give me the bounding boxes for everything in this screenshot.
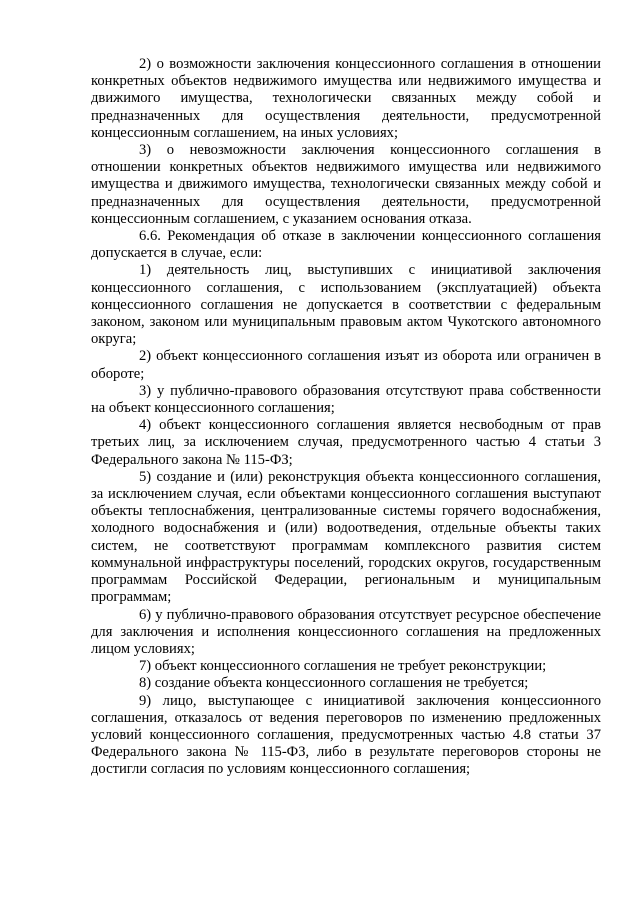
- paragraph-refusal-1: 1) деятельность лиц, выступивших с инициативой заключения концессионного соглашения, с использованием (эксплуатацией) объекта концессионного соглашения не допускается в соответствии с федеральным законом, законом или муниципальным правовым актом Чукотского автономного округа;: [91, 262, 601, 348]
- paragraph-refusal-8: 8) создание объекта концессионного соглашения не требуется;: [139, 675, 529, 692]
- paragraph-refusal-3: 3) у публично-правового образования отсутствуют права собственности на объект концессионного соглашения;: [91, 382, 601, 417]
- paragraph-item-2-possibility: 2) о возможности заключения концессионного соглашения в отношении конкретных объектов недвижимого имущества или недвижимого имущества и движимого имущества, технологически связанных между собой и предназначенных для осуществления деятельности, предусмотренной концессионным соглашением, на иных условиях;: [91, 56, 601, 141]
- paragraph-item-3-impossibility: 3) о невозможности заключения концессионного соглашения в отношении конкретных объектов недвижимого имущества или недвижимого имущества и движимого имущества, технологически связанных между собой и предназначенных для осуществления деятельности, предусмотренной концессионным соглашением, с указанием основания отказа.: [91, 142, 601, 227]
- paragraph-refusal-4: 4) объект концессионного соглашения является несвободным от прав третьих лиц, за исключением случая, предусмотренного частью 4 статьи 3 Федерального закона № 115-ФЗ;: [91, 417, 601, 468]
- paragraph-section-6-6: 6.6. Рекомендация об отказе в заключении концессионного соглашения допускается в случае, если:: [91, 228, 601, 262]
- document-page: [91, 56, 601, 779]
- paragraph-refusal-7: 7) объект концессионного соглашения не требует реконструкции;: [139, 658, 547, 675]
- paragraph-refusal-9: 9) лицо, выступающее с инициативой заключения концессионного соглашения, отказалось от ведения переговоров по изменению предложенных условий концессионного соглашения, предусмотренных частью 4.8 статьи 37 Федерального закона № 115-ФЗ, либо в результате переговоров стороны не достигли согласия по условиям концессионного соглашения;: [91, 692, 601, 778]
- paragraph-refusal-6: 6) у публично-правового образования отсутствует ресурсное обеспечение для заключения и исполнения концессионного соглашения на предложенных лицом условиях;: [91, 606, 601, 657]
- paragraph-refusal-5: 5) создание и (или) реконструкция объекта концессионного соглашения, за исключением случая, если объектами концессионного соглашения выступают объекты теплоснабжения, централизованные системы горячего водоснабжения, холодного водоснабжения и (или) водоотведения, отдельные объекты таких систем, не соответствуют программам комплексного развития систем коммунальной инфраструктуры поселений, городских округов, государственным программам Российской Федерации, региональным и муниципальным программам;: [91, 468, 601, 606]
- paragraph-refusal-2: 2) объект концессионного соглашения изъят из оборота или ограничен в обороте;: [91, 348, 601, 382]
